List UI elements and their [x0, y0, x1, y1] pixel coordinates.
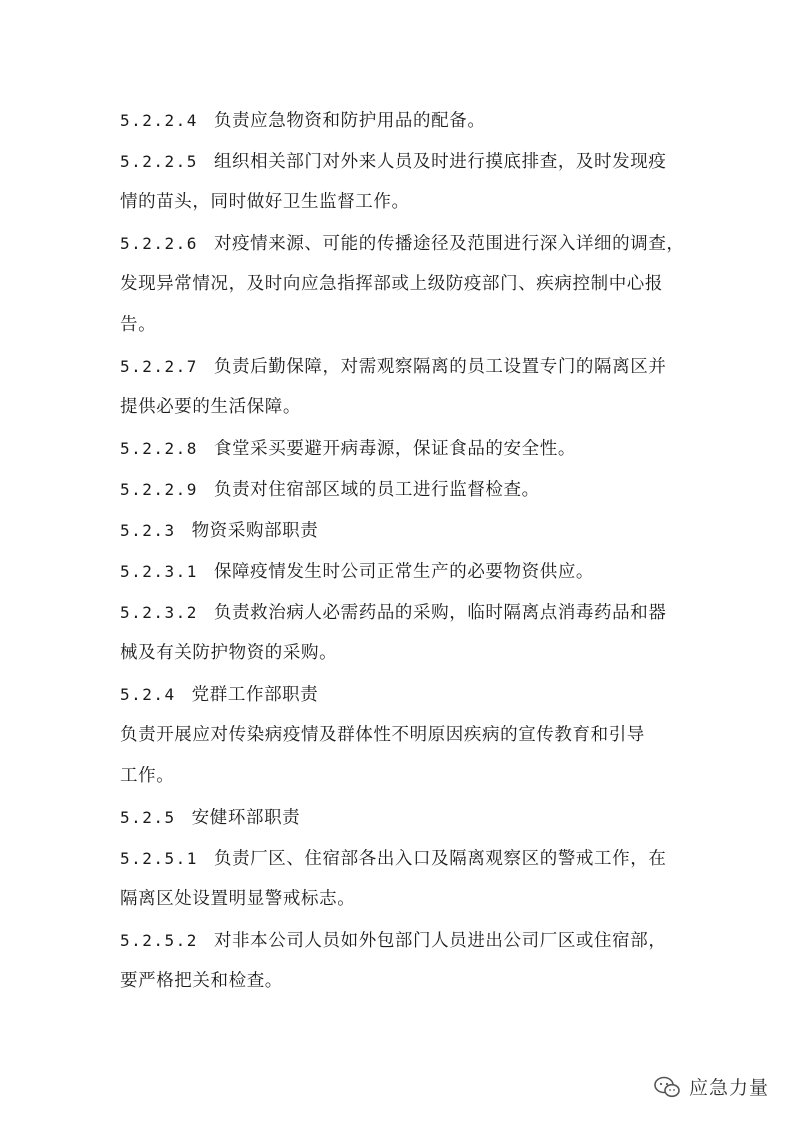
clause-text: 负责开展应对传染病疫情及群体性不明原因疾病的宣传教育和引导 — [120, 725, 645, 745]
text-line — [120, 305, 680, 346]
clause-number: 5.2.3.1 — [120, 562, 198, 581]
clause-text: 负责厂区、住宿部各出入口及隔离观察区的警戒工作，在 — [213, 849, 667, 869]
clause-text: 负责后勤保障，对需观察隔离的员工设置专门的隔离区并 — [213, 357, 667, 377]
watermark-text: 应急力量 — [688, 1077, 769, 1099]
clause-text: 对非本公司人员如外包部门人员进出公司厂区或住宿部， — [213, 931, 667, 951]
clause-number: 5.2.5.1 — [120, 849, 198, 868]
wechat-chat-icon — [653, 1075, 681, 1099]
text-line — [120, 961, 680, 1002]
text-line — [120, 182, 680, 223]
clause-number: 5.2.2.7 — [120, 357, 198, 376]
text-line — [120, 592, 680, 633]
text-line — [120, 756, 680, 797]
watermark — [653, 1073, 769, 1100]
document-body — [120, 100, 685, 1002]
clause-text: 工作。 — [120, 766, 175, 786]
text-line — [120, 674, 680, 715]
clause-text: 负责救治病人必需药品的采购，临时隔离点消毒药品和器 — [213, 603, 667, 623]
text-line — [120, 100, 680, 141]
clause-text: 组织相关部门对外来人员及时进行摸底排查，及时发现疫 — [213, 152, 667, 172]
clause-number: 5.2.5.2 — [120, 931, 198, 950]
clause-number: 5.2.2.9 — [120, 480, 198, 499]
clause-text: 负责应急物资和防护用品的配备。 — [213, 111, 486, 131]
text-line — [120, 387, 680, 428]
text-line — [120, 879, 680, 920]
clause-number: 5.2.2.8 — [120, 439, 198, 458]
text-line — [120, 223, 685, 264]
clause-text: 食堂采买要避开病毒源，保证食品的安全性。 — [213, 439, 576, 459]
text-line — [120, 469, 680, 510]
text-line — [120, 715, 680, 756]
text-line — [120, 510, 680, 551]
clause-number: 5.2.4 — [120, 685, 176, 704]
clause-text: 发现异常情况，及时向应急指挥部或上级防疫部门、疾病控制中心报 — [120, 274, 663, 294]
clause-text: 保障疫情发生时公司正常生产的必要物资供应。 — [213, 562, 595, 582]
clause-number: 5.2.3.2 — [120, 603, 198, 622]
clause-number: 5.2.2.4 — [120, 111, 198, 130]
clause-text: 要严格把关和检查。 — [120, 971, 283, 991]
text-line — [120, 551, 680, 592]
clause-text: 对疫情来源、可能的传播途径及范围进行深入详细的调查， — [213, 234, 685, 254]
clause-text: 党群工作部职责 — [191, 685, 319, 705]
clause-text: 物资采购部职责 — [191, 521, 319, 541]
text-line — [120, 633, 680, 674]
clause-number: 5.2.2.5 — [120, 152, 198, 171]
clause-text: 告。 — [120, 315, 157, 335]
clause-text: 械及有关防护物资的采购。 — [120, 643, 338, 663]
text-line — [120, 346, 680, 387]
text-line — [120, 920, 680, 961]
text-line — [120, 838, 680, 879]
clause-text: 情的苗头，同时做好卫生监督工作。 — [120, 192, 410, 212]
text-line — [120, 428, 680, 469]
text-line — [120, 797, 680, 838]
clause-number: 5.2.2.6 — [120, 234, 198, 253]
clause-text: 安健环部职责 — [191, 808, 301, 828]
text-line — [120, 141, 680, 182]
text-line — [120, 264, 680, 305]
clause-text: 负责对住宿部区域的员工进行监督检查。 — [213, 480, 540, 500]
clause-number: 5.2.5 — [120, 808, 176, 827]
clause-number: 5.2.3 — [120, 521, 176, 540]
clause-text: 提供必要的生活保障。 — [120, 397, 301, 417]
clause-text: 隔离区处设置明显警戒标志。 — [120, 889, 356, 909]
